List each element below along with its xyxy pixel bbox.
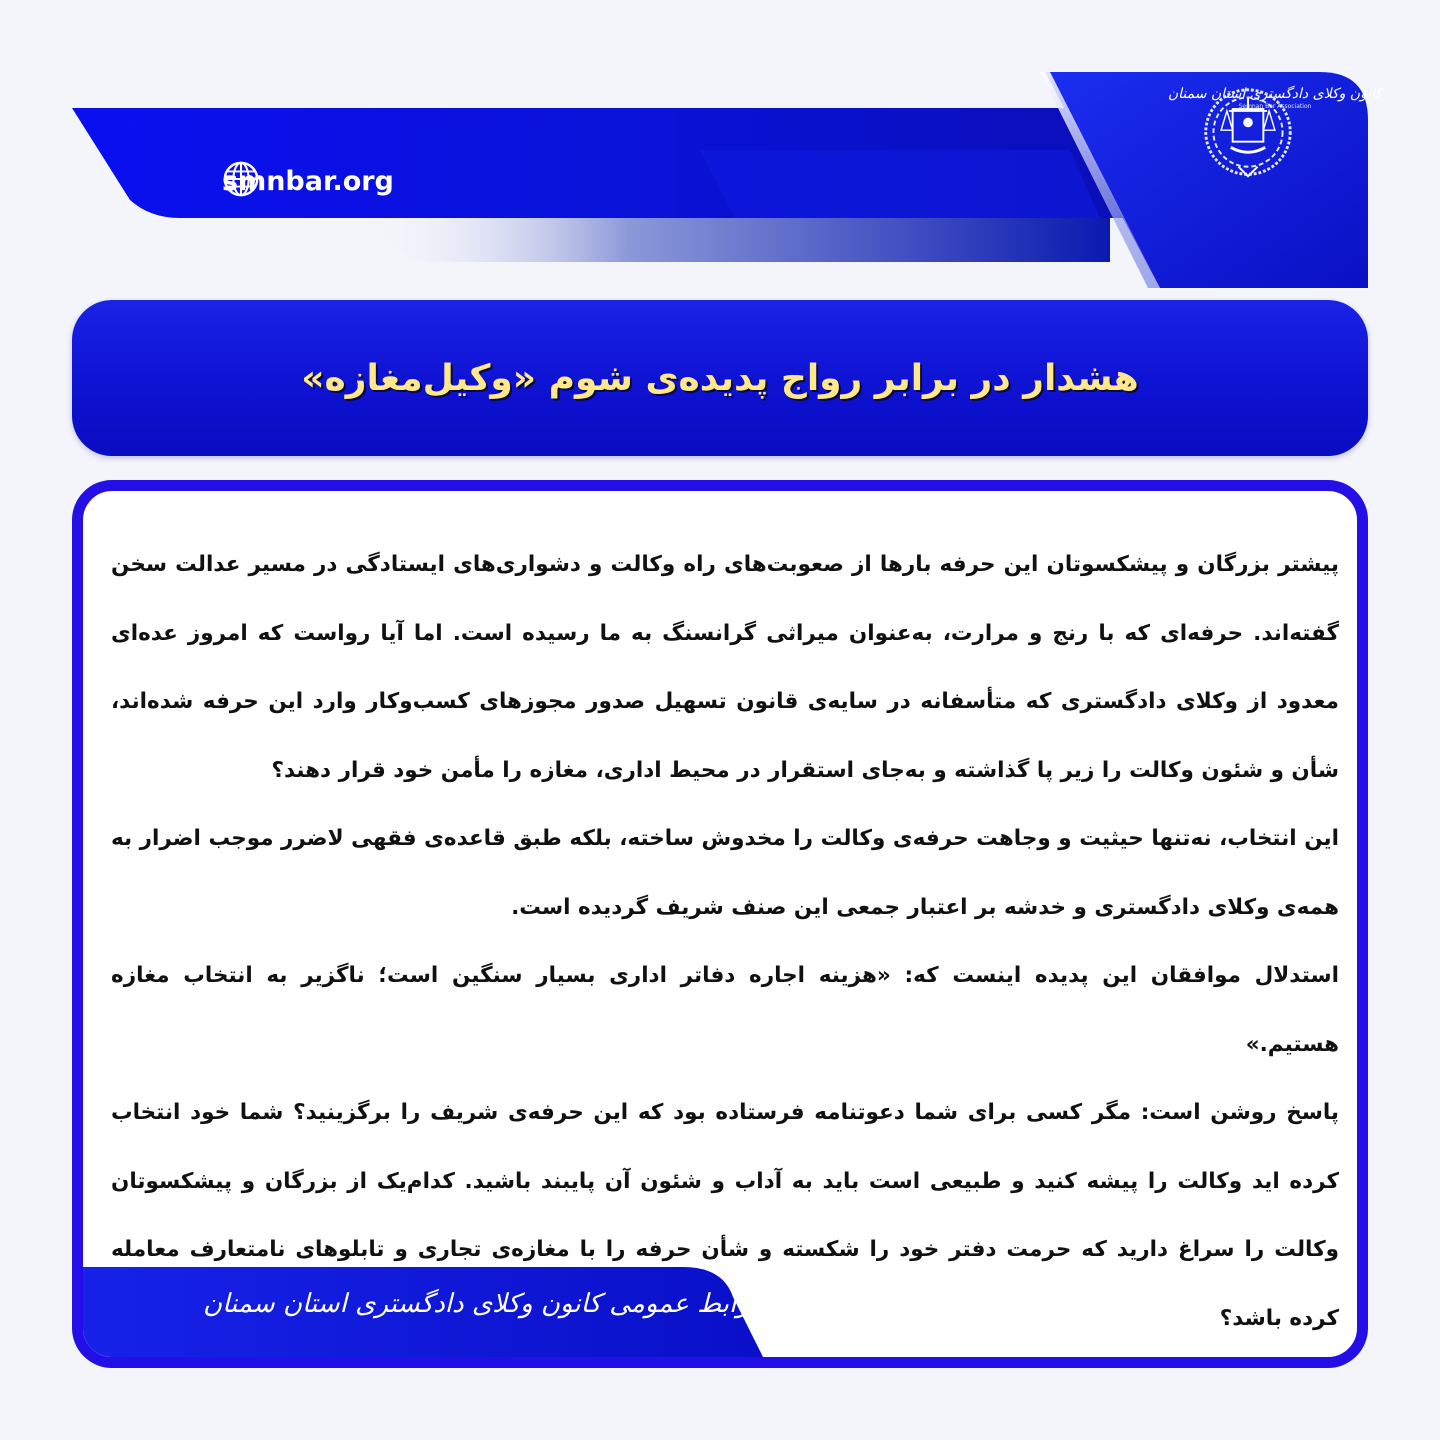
paragraph-4: پاسخ روشن است: مگر کسی برای شما دعوتنامه فرستاده بود که این حرفه‌ی شریف را برگزینید؟ شما خود انتخاب کرده اید وکالت را پیشه کنید و طبیعی است باید به آداب و شئون آن پایبند باشید. کدام‌یک از بزرگان و پیشکسوتان وکالت را سراغ دارید که حرمت دفتر خود را شکسته و شأن حرفه را با مغازه‌ی تجاری و تابلوهای نامتعارف معامله کرده باشد؟ [111,1100,1339,1331]
page-title: هشدار در برابر رواج پدیده‌ی شوم «وکیل‌مغازه» [301,357,1139,399]
header-banner [0,0,1440,300]
paragraph-3: استدلال موافقان این پدیده اینست که: «هزینه اجاره دفاتر اداری بسیار سنگین است؛ ناگزیر به انتخاب مغازه هستیم.» [111,963,1339,1057]
globe-icon [222,160,260,198]
logo-subtitle: Semnan Bar Association [1238,103,1312,110]
title-banner [72,300,1368,456]
article-body [111,531,1339,1353]
bar-association-emblem-icon [1200,82,1296,186]
paragraph-2: این انتخاب، نه‌تنها حیثیت و وجاهت حرفه‌ی وکالت را مخدوش ساخته، بلکه طبق قاعده‌ی فقهی لاضرر موجب اضرار به همه‌ی وکلای دادگستری و خدشه بر اعتبار جمعی این صنف شریف گردیده است. [111,826,1339,920]
footer-signature: روابط عمومی کانون وکلای دادگستری استان سمنان [203,1289,762,1319]
website-link[interactable] [222,160,394,202]
website-url: smnbar.org [222,165,394,197]
content-card [72,480,1368,1368]
logo-name: کانون وکلای دادگستری استان سمنان [1167,86,1383,102]
bar-association-logo [1167,82,1383,242]
paragraph-1: پیشتر بزرگان و پیشکسوتان این حرفه بارها از صعوبت‌های راه وکالت و دشواری‌های ایستادگی در مسیر عدالت سخن گفته‌اند. حرفه‌ای که با رنج و مرارت، به‌عنوان میراثی گرانسنگ به ما رسیده است. اما آیا رواست که امروز عده‌ای معدود از وکلای دادگستری که متأسفانه در سایه‌ی قانون تسهیل صدور مجوزهای کسب‌وکار وارد این حرفه شده‌اند، شأن و شئون وکالت را زیر پا گذاشته و به‌جای استقرار در محیط اداری، مغازه را مأمن خود قرار دهند؟ [111,552,1339,783]
footer-band [83,1257,773,1357]
